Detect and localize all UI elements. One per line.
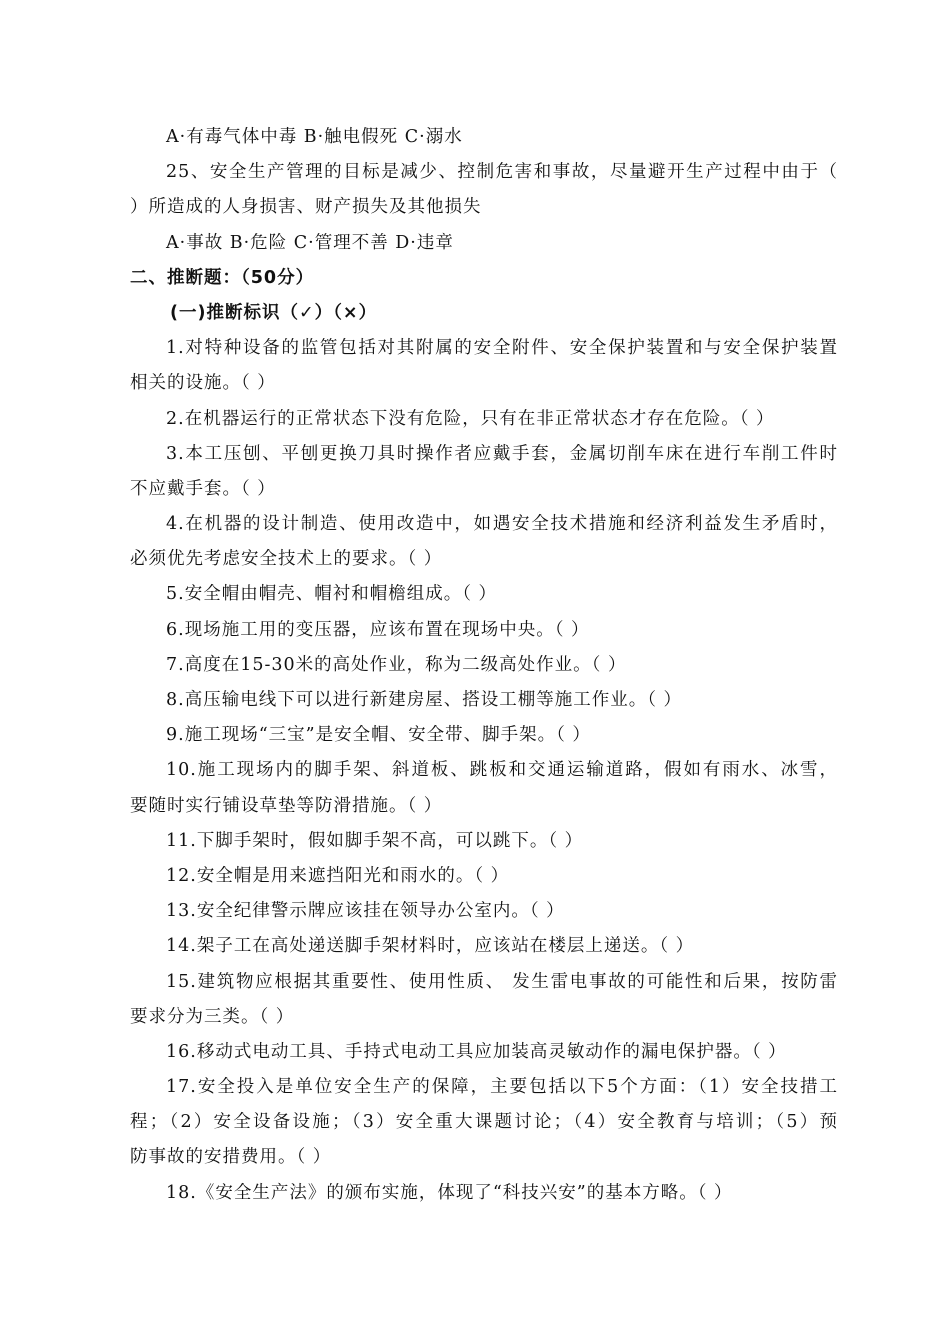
text-line: A·有毒气体中毒 B·触电假死 C·溺水 — [166, 127, 463, 147]
text-line: 2.在机器运行的正常状态下没有危险，只有在非正常状态才存在危险。（ ） — [166, 408, 775, 429]
text-line: 3.本工压刨、平刨更换刀具时操作者应戴手套，金属切削车床在进行车削工件时 — [166, 443, 838, 464]
text-line: 10.施工现场内的脚手架、斜道板、跳板和交通运输道路，假如有雨水、冰雪， — [166, 760, 838, 781]
text-line: 25、安全生产管理的目标是减少、控制危害和事故，尽量避开生产过程中由于（ — [166, 162, 838, 183]
text-line: 不应戴手套。（ ） — [130, 478, 276, 499]
text-line: 14.架子工在高处递送脚手架材料时，应该站在楼层上递送。（ ） — [166, 936, 695, 957]
text-line: 6.现场施工用的变压器，应该布置在现场中央。（ ） — [166, 619, 590, 640]
section-heading: 二、推断题：（50分） — [130, 267, 315, 288]
text-line: 要随时实行铺设草垫等防滑措施。（ ） — [130, 795, 443, 816]
text-line: 必须优先考虑安全技术上的要求。（ ） — [130, 549, 443, 570]
text-line: A·事故 B·危险 C·管理不善 D·违章 — [166, 232, 454, 253]
document-page — [130, 120, 838, 1211]
text-line: 4.在机器的设计制造、使用改造中，如遇安全技术措施和经济利益发生矛盾时， — [166, 514, 838, 535]
text-line: 防事故的安措费用。（ ） — [130, 1147, 332, 1168]
text-line: 8.高压输电线下可以进行新建房屋、搭设工棚等施工作业。（ ） — [166, 690, 683, 710]
text-line: 12.安全帽是用来遮挡阳光和雨水的。（ ） — [166, 865, 510, 886]
text-line: 15.建筑物应根据其重要性、使用性质、 发生雷电事故的可能性和后果，按防雷 — [166, 971, 838, 992]
text-line: 7.高度在15-30米的高处作业，称为二级高处作业。（ ） — [166, 654, 627, 675]
text-line: 13.安全纪律警示牌应该挂在领导办公室内。（ ） — [166, 901, 565, 922]
text-line: 1.对特种设备的监管包括对其附属的安全附件、安全保护装置和与安全保护装置 — [166, 338, 838, 359]
section-heading: (一)推断标识（✓）（×） — [170, 302, 378, 323]
text-line: 18.《安全生产法》的颁布实施，体现了“科技兴安”的基本方略。（ ） — [166, 1182, 733, 1203]
text-line: 程；（2）安全设备设施；（3）安全重大课题讨论；（4）安全教育与培训；（5）预 — [130, 1112, 838, 1133]
text-line: 9.施工现场“三宝”是安全帽、安全带、脚手架。（ ） — [166, 725, 591, 746]
text-line: 相关的设施。（ ） — [130, 373, 276, 394]
text-line: 17.安全投入是单位安全生产的保障，主要包括以下5个方面：（1）安全技措工 — [166, 1077, 838, 1098]
text-line: 要求分为三类。（ ） — [130, 1006, 295, 1027]
text-line: 16.移动式电动工具、手持式电动工具应加装高灵敏动作的漏电保护器。（ ） — [166, 1041, 787, 1062]
text-line: 5.安全帽由帽壳、帽衬和帽檐组成。（ ） — [166, 584, 498, 605]
text-line: 11.下脚手架时，假如脚手架不高，可以跳下。（ ） — [166, 830, 584, 851]
text-line: ）所造成的人身损害、财产损失及其他损失 — [130, 197, 482, 218]
